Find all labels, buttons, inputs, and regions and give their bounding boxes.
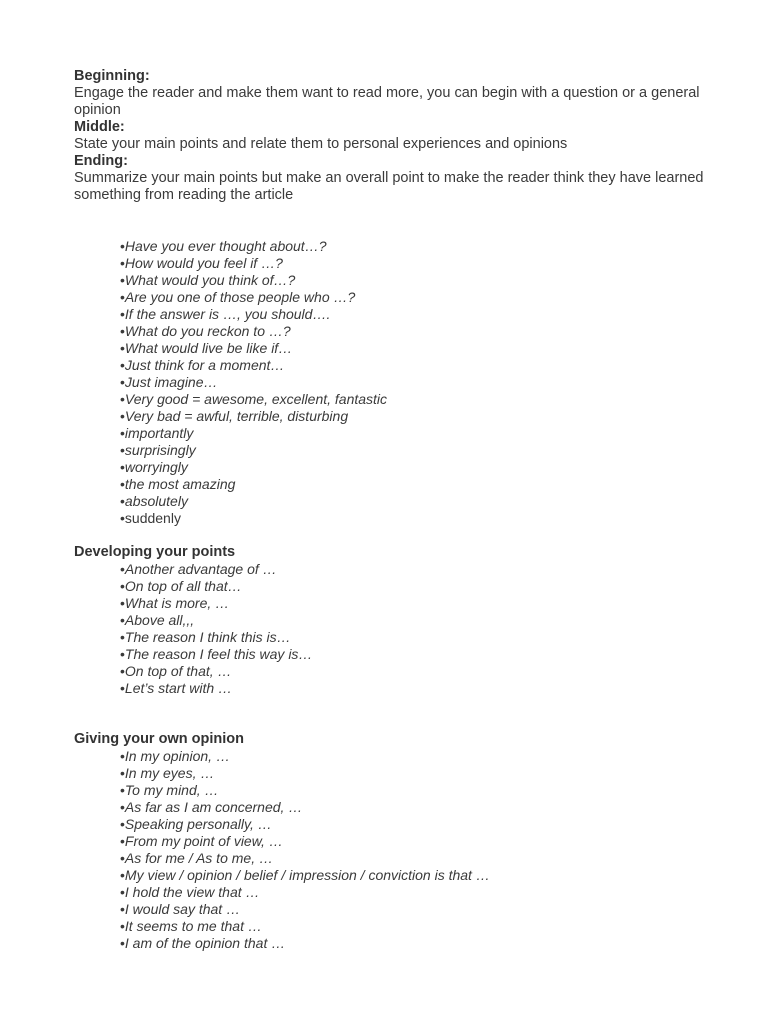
phrase-text: Just think for a moment… bbox=[124, 357, 285, 373]
bullet-icon: • bbox=[120, 629, 125, 645]
middle-heading: Middle: bbox=[74, 119, 125, 135]
bullet-icon: • bbox=[120, 748, 125, 764]
bullet-icon: • bbox=[120, 323, 125, 339]
phrase-text: Let’s start with … bbox=[124, 680, 233, 696]
bullet-icon: • bbox=[120, 340, 125, 356]
phrase-text: On top of all that… bbox=[124, 578, 242, 594]
phrase-text: What do you reckon to …? bbox=[124, 323, 291, 339]
list-item bbox=[120, 901, 714, 918]
bullet-icon: • bbox=[120, 391, 125, 407]
phrase-text: Speaking personally, … bbox=[124, 816, 272, 832]
phrase-text: What would you think of…? bbox=[124, 272, 296, 288]
bullet-icon: • bbox=[120, 238, 125, 254]
phrase-text: Just imagine… bbox=[124, 374, 218, 390]
list-item bbox=[120, 663, 714, 680]
phrase-text: Are you one of those people who …? bbox=[124, 289, 356, 305]
list-item bbox=[120, 884, 714, 901]
list-item bbox=[120, 391, 714, 408]
bullet-icon: • bbox=[120, 782, 125, 798]
ending-text: Summarize your main points but make an overall point to make the reader think they have learned something from reading the article bbox=[74, 170, 704, 203]
list-item bbox=[120, 357, 714, 374]
list-item bbox=[120, 748, 714, 765]
list-item bbox=[120, 629, 714, 646]
spacer bbox=[74, 527, 714, 544]
bullet-icon: • bbox=[120, 306, 125, 322]
developing-phrases-list bbox=[74, 561, 714, 697]
phrase-text: I would say that … bbox=[124, 901, 241, 917]
bullet-icon: • bbox=[120, 425, 125, 441]
list-item bbox=[120, 918, 714, 935]
opinion-phrases-list bbox=[74, 748, 714, 952]
list-item bbox=[120, 476, 714, 493]
document-page bbox=[74, 68, 714, 952]
list-item bbox=[120, 238, 714, 255]
list-item bbox=[120, 867, 714, 884]
bullet-icon: • bbox=[120, 867, 125, 883]
phrase-text: absolutely bbox=[124, 493, 188, 509]
list-item bbox=[120, 833, 714, 850]
list-item bbox=[120, 595, 714, 612]
phrase-text: Have you ever thought about…? bbox=[124, 238, 327, 254]
middle-text: State your main points and relate them to personal experiences and opinions bbox=[74, 136, 568, 152]
bullet-icon: • bbox=[120, 357, 125, 373]
list-item bbox=[120, 323, 714, 340]
list-item bbox=[120, 765, 714, 782]
phrase-text: On top of that, … bbox=[124, 663, 232, 679]
bullet-icon: • bbox=[120, 374, 125, 390]
list-item bbox=[120, 850, 714, 867]
beginning-text: Engage the reader and make them want to read more, you can begin with a question or a general opinion bbox=[74, 85, 700, 118]
phrase-text: I am of the opinion that … bbox=[124, 935, 286, 951]
phrase-text: From my point of view, … bbox=[124, 833, 283, 849]
list-item bbox=[120, 799, 714, 816]
phrase-text: The reason I think this is… bbox=[124, 629, 291, 645]
list-item bbox=[120, 493, 714, 510]
beginning-heading: Beginning: bbox=[74, 68, 150, 84]
phrase-text: surprisingly bbox=[124, 442, 196, 458]
phrase-text: How would you feel if …? bbox=[124, 255, 283, 271]
phrase-text: My view / opinion / belief / impression / conviction is that … bbox=[124, 867, 490, 883]
phrase-text: Very bad = awful, terrible, disturbing bbox=[124, 408, 349, 424]
bullet-icon: • bbox=[120, 408, 125, 424]
bullet-icon: • bbox=[120, 663, 125, 679]
spacer bbox=[74, 204, 714, 238]
bullet-icon: • bbox=[120, 646, 125, 662]
phrase-text: The reason I feel this way is… bbox=[124, 646, 313, 662]
bullet-icon: • bbox=[120, 255, 125, 271]
list-item bbox=[120, 289, 714, 306]
bullet-icon: • bbox=[120, 918, 125, 934]
list-item bbox=[120, 816, 714, 833]
list-item bbox=[120, 935, 714, 952]
list-item bbox=[120, 561, 714, 578]
bullet-icon: • bbox=[120, 459, 125, 475]
phrase-text: To my mind, … bbox=[124, 782, 219, 798]
bullet-icon: • bbox=[120, 476, 125, 492]
list-item bbox=[120, 306, 714, 323]
list-item bbox=[120, 442, 714, 459]
phrase-text: What would live be like if… bbox=[124, 340, 293, 356]
list-item bbox=[120, 408, 714, 425]
phrase-text: Very good = awesome, excellent, fantastic bbox=[124, 391, 388, 407]
phrase-text: worryingly bbox=[124, 459, 188, 475]
bullet-icon: • bbox=[120, 816, 125, 832]
bullet-icon: • bbox=[120, 272, 125, 288]
list-item bbox=[120, 578, 714, 595]
bullet-icon: • bbox=[120, 595, 125, 611]
phrase-text: What is more, … bbox=[124, 595, 230, 611]
list-item bbox=[120, 782, 714, 799]
phrase-text: In my eyes, … bbox=[124, 765, 215, 781]
phrase-text: Another advantage of … bbox=[124, 561, 277, 577]
bullet-icon: • bbox=[120, 289, 125, 305]
list-item bbox=[120, 680, 714, 697]
opinion-heading: Giving your own opinion bbox=[74, 731, 244, 747]
list-item bbox=[120, 510, 714, 527]
bullet-icon: • bbox=[120, 884, 125, 900]
list-item bbox=[120, 459, 714, 476]
developing-heading: Developing your points bbox=[74, 544, 236, 560]
phrase-text: As for me / As to me, … bbox=[124, 850, 273, 866]
bullet-icon: • bbox=[120, 493, 125, 509]
bullet-icon: • bbox=[120, 799, 125, 815]
phrase-text: I hold the view that … bbox=[124, 884, 260, 900]
phrase-text: the most amazing bbox=[124, 476, 236, 492]
list-item bbox=[120, 340, 714, 357]
spacer bbox=[74, 697, 714, 731]
phrase-text: It seems to me that … bbox=[124, 918, 262, 934]
list-item bbox=[120, 255, 714, 272]
bullet-icon: • bbox=[120, 612, 125, 628]
phrase-text: suddenly bbox=[124, 510, 181, 526]
list-item bbox=[120, 646, 714, 663]
phrase-text: Above all,,, bbox=[124, 612, 195, 628]
bullet-icon: • bbox=[120, 561, 125, 577]
bullet-icon: • bbox=[120, 578, 125, 594]
bullet-icon: • bbox=[120, 765, 125, 781]
bullet-icon: • bbox=[120, 510, 125, 526]
bullet-icon: • bbox=[120, 935, 125, 951]
bullet-icon: • bbox=[120, 680, 125, 696]
list-item bbox=[120, 425, 714, 442]
phrase-text: In my opinion, … bbox=[124, 748, 230, 764]
phrase-text: If the answer is …, you should…. bbox=[124, 306, 331, 322]
bullet-icon: • bbox=[120, 850, 125, 866]
list-item bbox=[120, 374, 714, 391]
opening-phrases-list bbox=[74, 238, 714, 527]
phrase-text: importantly bbox=[124, 425, 194, 441]
ending-heading: Ending: bbox=[74, 153, 128, 169]
bullet-icon: • bbox=[120, 833, 125, 849]
bullet-icon: • bbox=[120, 901, 125, 917]
phrase-text: As far as I am concerned, … bbox=[124, 799, 303, 815]
list-item bbox=[120, 272, 714, 289]
list-item bbox=[120, 612, 714, 629]
bullet-icon: • bbox=[120, 442, 125, 458]
